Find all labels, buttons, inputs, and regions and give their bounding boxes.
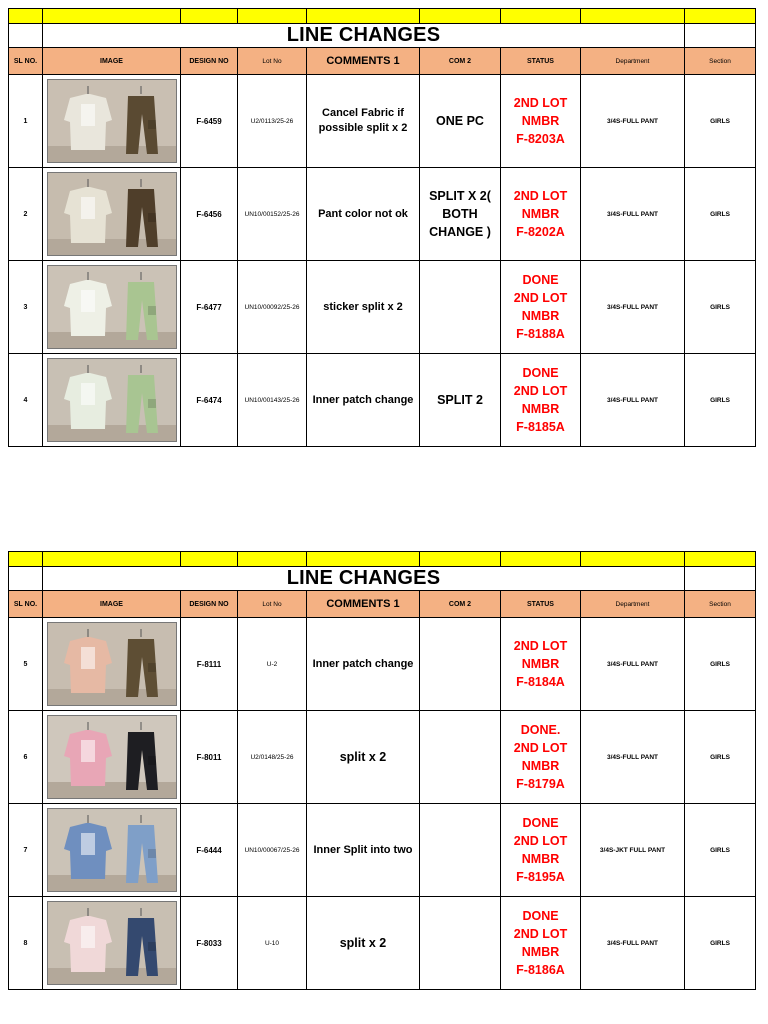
garment-photo: [47, 808, 177, 892]
status-cell: [501, 711, 581, 804]
header-department: Department: [581, 591, 685, 618]
header-lot-no: Lot No: [238, 591, 307, 618]
garment-photo-svg: [48, 902, 176, 984]
com2-line: CHANGE ): [429, 225, 491, 239]
status-line: F-8184A: [516, 675, 565, 689]
section-cell: GIRLS: [685, 897, 756, 990]
image-cell: [43, 618, 181, 711]
com-2-cell: [420, 618, 501, 711]
comments-1-cell: [307, 618, 420, 711]
header-row: [9, 48, 756, 75]
comments-1-cell: [307, 711, 420, 804]
department-cell: 3/4S-FULL PANT: [581, 897, 685, 990]
header-comments-1: COMMENTS 1: [307, 591, 420, 618]
com2-line: SPLIT 2: [437, 393, 483, 407]
garment-photo: [47, 358, 177, 442]
sl-no-cell: 2: [9, 168, 43, 261]
header-design-no: DESIGN NO: [181, 48, 238, 75]
garment-photo: [47, 901, 177, 985]
design-no-cell: F-6456: [181, 168, 238, 261]
image-cell: [43, 261, 181, 354]
com-2-cell: [420, 897, 501, 990]
comments-1-cell: [307, 261, 420, 354]
header-row: [9, 591, 756, 618]
com-2-cell: [420, 75, 501, 168]
department-cell: 3/4S-FULL PANT: [581, 261, 685, 354]
com2-line: ONE PC: [436, 114, 484, 128]
sl-no-cell: 3: [9, 261, 43, 354]
table-row: [9, 75, 756, 168]
status-line: F-8186A: [516, 963, 565, 977]
status-line: NMBR: [521, 309, 560, 323]
status-line: F-8188A: [516, 327, 565, 341]
comment-line: split x 2: [339, 749, 387, 764]
image-cell: [43, 75, 181, 168]
image-cell: [43, 354, 181, 447]
header-com-2: COM 2: [420, 591, 501, 618]
line-changes-table-2: [8, 551, 756, 990]
sl-no-cell: 5: [9, 618, 43, 711]
sheet-title: LINE CHANGES: [43, 567, 685, 591]
section-cell: GIRLS: [685, 261, 756, 354]
lot-no-cell: U-10: [238, 897, 307, 990]
yellow-band-row: [9, 552, 756, 567]
design-no-cell: F-6474: [181, 354, 238, 447]
status-line: F-8179A: [516, 777, 565, 791]
lot-no-cell: UN10/00092/25-26: [238, 261, 307, 354]
comment-line: Inner patch change: [312, 393, 414, 406]
department-cell: 3/4S-FULL PANT: [581, 168, 685, 261]
table-row: [9, 354, 756, 447]
department-cell: 3/4S-FULL PANT: [581, 618, 685, 711]
sheet-title: LINE CHANGES: [43, 24, 685, 48]
section-cell: GIRLS: [685, 354, 756, 447]
department-cell: 3/4S-JKT FULL PANT: [581, 804, 685, 897]
image-cell: [43, 168, 181, 261]
header-status: STATUS: [501, 591, 581, 618]
comment-line: Inner patch change: [312, 657, 414, 670]
comment-line: Inner Split into two: [313, 843, 413, 856]
garment-photo: [47, 172, 177, 256]
status-line: NMBR: [521, 402, 560, 416]
comments-1-cell: [307, 75, 420, 168]
garment-photo-svg: [48, 716, 176, 798]
com-2-cell: [420, 804, 501, 897]
comment-line: Pant color not ok: [318, 207, 408, 220]
garment-photo: [47, 79, 177, 163]
header-lot-no: Lot No: [238, 48, 307, 75]
table-row: [9, 618, 756, 711]
table-row: [9, 168, 756, 261]
status-cell: [501, 618, 581, 711]
garment-photo-svg: [48, 80, 176, 162]
header-com-2: COM 2: [420, 48, 501, 75]
com-2-cell: [420, 168, 501, 261]
department-cell: 3/4S-FULL PANT: [581, 354, 685, 447]
line-changes-table-1: [8, 8, 756, 447]
lot-no-cell: U2/0148/25-26: [238, 711, 307, 804]
status-line: 2ND LOT: [513, 834, 568, 848]
com-2-cell: [420, 711, 501, 804]
header-sl-no: SL NO.: [9, 48, 43, 75]
header-sl-no: SL NO.: [9, 591, 43, 618]
image-cell: [43, 711, 181, 804]
garment-photo-svg: [48, 359, 176, 441]
table-row: [9, 804, 756, 897]
header-department: Department: [581, 48, 685, 75]
table-row: [9, 261, 756, 354]
table-row: [9, 897, 756, 990]
status-line: NMBR: [521, 657, 560, 671]
status-cell: [501, 354, 581, 447]
status-line: 2ND LOT: [513, 639, 568, 653]
header-section: Section: [685, 591, 756, 618]
status-cell: [501, 804, 581, 897]
status-line: 2ND LOT: [513, 384, 568, 398]
section-cell: GIRLS: [685, 168, 756, 261]
line-changes-sheet-1: [8, 8, 755, 447]
sl-no-cell: 1: [9, 75, 43, 168]
design-no-cell: F-6444: [181, 804, 238, 897]
comment-line: sticker split x 2: [323, 300, 403, 313]
com-2-cell: [420, 354, 501, 447]
comment-line: split x 2: [339, 935, 387, 950]
comments-1-cell: [307, 168, 420, 261]
status-line: NMBR: [521, 759, 560, 773]
design-no-cell: F-8033: [181, 897, 238, 990]
garment-photo: [47, 622, 177, 706]
status-line: 2ND LOT: [513, 96, 568, 110]
com2-line: BOTH: [442, 207, 478, 221]
design-no-cell: F-6477: [181, 261, 238, 354]
image-cell: [43, 897, 181, 990]
status-cell: [501, 897, 581, 990]
status-line: DONE: [522, 816, 559, 830]
garment-photo-svg: [48, 173, 176, 255]
design-no-cell: F-8011: [181, 711, 238, 804]
status-line: 2ND LOT: [513, 741, 568, 755]
com-2-cell: [420, 261, 501, 354]
comments-1-cell: [307, 354, 420, 447]
status-line: F-8195A: [516, 870, 565, 884]
image-cell: [43, 804, 181, 897]
status-line: DONE: [522, 273, 559, 287]
status-line: 2ND LOT: [513, 927, 568, 941]
sl-no-cell: 6: [9, 711, 43, 804]
status-cell: [501, 168, 581, 261]
header-status: STATUS: [501, 48, 581, 75]
title-row: [9, 567, 756, 591]
status-line: DONE.: [520, 723, 561, 737]
status-line: F-8203A: [516, 132, 565, 146]
department-cell: 3/4S-FULL PANT: [581, 711, 685, 804]
status-line: NMBR: [521, 852, 560, 866]
header-section: Section: [685, 48, 756, 75]
line-changes-sheet-2: [8, 551, 755, 990]
section-cell: GIRLS: [685, 804, 756, 897]
table-body-2: [9, 618, 756, 990]
lot-no-cell: U2/0113/25-26: [238, 75, 307, 168]
garment-photo-svg: [48, 809, 176, 891]
status-line: DONE: [522, 366, 559, 380]
status-line: F-8185A: [516, 420, 565, 434]
design-no-cell: F-6459: [181, 75, 238, 168]
status-line: NMBR: [521, 945, 560, 959]
status-line: 2ND LOT: [513, 189, 568, 203]
design-no-cell: F-8111: [181, 618, 238, 711]
header-design-no: DESIGN NO: [181, 591, 238, 618]
header-comments-1: COMMENTS 1: [307, 48, 420, 75]
title-row: [9, 24, 756, 48]
status-line: DONE: [522, 909, 559, 923]
table-row: [9, 711, 756, 804]
yellow-band-row: [9, 9, 756, 24]
status-cell: [501, 261, 581, 354]
garment-photo-svg: [48, 623, 176, 705]
sl-no-cell: 8: [9, 897, 43, 990]
section-cell: GIRLS: [685, 711, 756, 804]
status-line: NMBR: [521, 207, 560, 221]
garment-photo: [47, 715, 177, 799]
lot-no-cell: UN10/00143/25-26: [238, 354, 307, 447]
status-line: F-8202A: [516, 225, 565, 239]
comment-line: Cancel Fabric if: [322, 107, 404, 119]
com2-line: SPLIT X 2(: [429, 189, 491, 203]
garment-photo: [47, 265, 177, 349]
status-cell: [501, 75, 581, 168]
lot-no-cell: UN10/00152/25-26: [238, 168, 307, 261]
status-line: 2ND LOT: [513, 291, 568, 305]
section-cell: GIRLS: [685, 618, 756, 711]
header-image: IMAGE: [43, 591, 181, 618]
sl-no-cell: 4: [9, 354, 43, 447]
status-line: NMBR: [521, 114, 560, 128]
lot-no-cell: U-2: [238, 618, 307, 711]
section-cell: GIRLS: [685, 75, 756, 168]
garment-photo-svg: [48, 266, 176, 348]
department-cell: 3/4S-FULL PANT: [581, 75, 685, 168]
table-body-1: [9, 75, 756, 447]
sl-no-cell: 7: [9, 804, 43, 897]
header-image: IMAGE: [43, 48, 181, 75]
comment-line: possible split x 2: [318, 122, 408, 134]
comments-1-cell: [307, 897, 420, 990]
lot-no-cell: UN10/00067/25-26: [238, 804, 307, 897]
comments-1-cell: [307, 804, 420, 897]
